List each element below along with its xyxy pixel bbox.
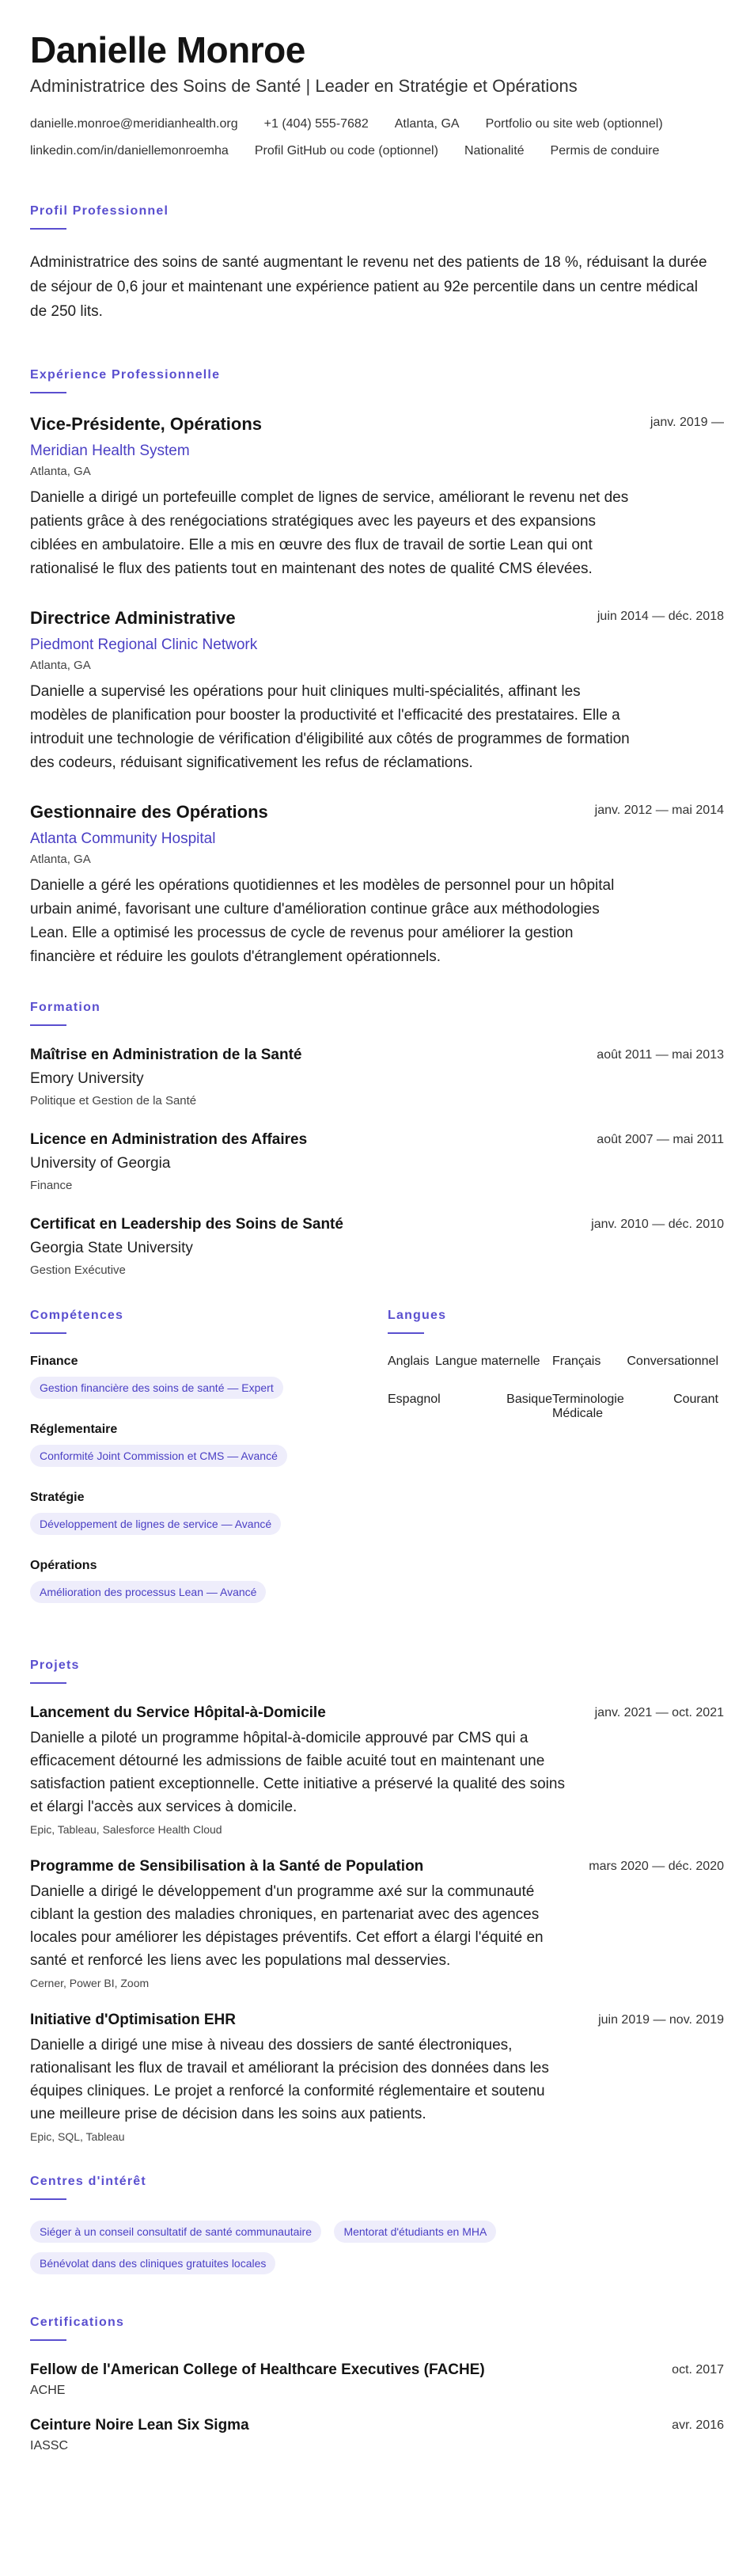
job-description: Danielle a supervisé les opérations pour huit cliniques multi-spécialités, affinant les modèles de planification pour booster la productivité et l'efficacité des prestataires. Elle a introduit une technologie de vérification d'éligibilité aux côtés de programmes de formation des codeurs, réduisant significativement les refus de réclamations. xyxy=(30,683,630,771)
skill-group xyxy=(30,1559,388,1613)
language-level: Conversationnel xyxy=(627,1354,718,1368)
languages-section xyxy=(388,1309,724,1627)
candidate-name: Danielle Monroe xyxy=(30,29,305,70)
degree-title: Maîtrise en Administration de la Santé xyxy=(30,1047,302,1063)
project-item xyxy=(30,1858,724,1989)
education-item xyxy=(30,1047,724,1108)
experience-item xyxy=(30,608,724,775)
headline: Administratrice des Soins de Santé | Leader en Stratégie et Opérations xyxy=(30,76,578,96)
certification-item xyxy=(30,2361,724,2398)
interest-chip: Siéger à un conseil consultatif de santé communautaire xyxy=(30,2221,321,2243)
section-divider xyxy=(30,1024,66,1026)
skill-group xyxy=(30,1354,388,1408)
section-title: Expérience Professionnelle xyxy=(30,368,221,382)
school-name: Georgia State University xyxy=(30,1240,193,1256)
section-title: Langues xyxy=(388,1309,447,1322)
summary-section xyxy=(30,204,724,324)
education-date: janv. 2010 — déc. 2010 xyxy=(591,1218,724,1231)
section-divider xyxy=(30,1332,66,1334)
project-title: Initiative d'Optimisation EHR xyxy=(30,2012,236,2028)
education-section xyxy=(30,1001,724,1277)
contact-license: Permis de conduire xyxy=(550,144,660,158)
contact-phone[interactable]: +1 (404) 555-7682 xyxy=(263,117,369,131)
job-title: Gestionnaire des Opérations xyxy=(30,802,268,822)
certification-item xyxy=(30,2417,724,2453)
job-title: Vice-Présidente, Opérations xyxy=(30,414,263,434)
project-tech: Cerner, Power BI, Zoom xyxy=(30,1977,150,1989)
skill-chip: Conformité Joint Commission et CMS — Avancé xyxy=(30,1445,287,1467)
skill-chip: Gestion financière des soins de santé — Expert xyxy=(30,1377,283,1399)
language-level: Basique xyxy=(506,1392,552,1406)
skill-category: Finance xyxy=(30,1354,78,1368)
skill-group xyxy=(30,1491,388,1544)
section-title: Compétences xyxy=(30,1309,124,1322)
job-location: Atlanta, GA xyxy=(30,659,91,672)
skills-languages-row xyxy=(30,1309,724,1627)
projects-section xyxy=(30,1658,724,2143)
school-name: University of Georgia xyxy=(30,1155,171,1172)
section-divider xyxy=(30,1682,66,1684)
resume-header xyxy=(30,28,724,160)
section-divider xyxy=(30,2339,66,2341)
language-name: Français xyxy=(552,1354,601,1368)
contact-row-2 xyxy=(30,142,724,160)
section-title: Centres d'intérêt xyxy=(30,2175,146,2188)
certification-date: avr. 2016 xyxy=(672,2418,724,2432)
skill-group xyxy=(30,1423,388,1476)
language-name: Espagnol xyxy=(388,1392,441,1406)
contact-linkedin[interactable]: linkedin.com/in/daniellemonroemha xyxy=(30,144,229,158)
project-tech: Epic, Tableau, Salesforce Health Cloud xyxy=(30,1823,222,1836)
project-item xyxy=(30,2012,724,2143)
job-date: janv. 2012 — mai 2014 xyxy=(594,804,724,817)
summary-text: Administratrice des soins de santé augmentant le revenu net des patients de 18 %, réduisant la durée de séjour de 0,6 jour et maintenant une expérience patient au 92e percentile dans un centre médical de 250 lits. xyxy=(30,254,707,320)
experience-item xyxy=(30,414,724,581)
job-organization: Piedmont Regional Clinic Network xyxy=(30,636,258,653)
section-title: Certifications xyxy=(30,2316,125,2329)
experience-section xyxy=(30,368,724,969)
degree-title: Licence en Administration des Affaires xyxy=(30,1131,308,1148)
contact-portfolio[interactable]: Portfolio ou site web (optionnel) xyxy=(485,117,663,131)
certification-date: oct. 2017 xyxy=(672,2363,724,2377)
job-description: Danielle a géré les opérations quotidiennes et les modèles de personnel pour un hôpital urbain animé, favorisant une culture d'amélioration continue grâce aux méthodologies Lean. Elle a optimisé les processus de cycle de revenus pour améliorer la gestion financière et réduire les goulots d'étranglement opérationnels. xyxy=(30,877,615,965)
project-description: Danielle a piloté un programme hôpital-à-domicile approuvé par CMS qui a efficacement détourné les admissions de faible acuité tout en maintenant une satisfaction patient exceptionnelle. Cette initiative a préservé la qualité des soins et élargi l'accès aux services à domicile. xyxy=(30,1730,565,1815)
study-field: Gestion Exécutive xyxy=(30,1263,126,1277)
skill-chip: Développement de lignes de service — Avancé xyxy=(30,1513,281,1535)
experience-item xyxy=(30,802,724,969)
skill-chip: Amélioration des processus Lean — Avancé xyxy=(30,1581,266,1603)
section-title: Projets xyxy=(30,1658,80,1672)
language-name: Terminologie Médicale xyxy=(552,1392,624,1420)
project-date: juin 2019 — nov. 2019 xyxy=(598,2013,724,2027)
section-divider xyxy=(388,1332,424,1334)
certification-issuer: IASSC xyxy=(30,2439,69,2453)
contact-email[interactable]: danielle.monroe@meridianhealth.org xyxy=(30,117,238,131)
section-title: Formation xyxy=(30,1001,101,1014)
contact-row-1 xyxy=(30,116,724,133)
degree-title: Certificat en Leadership des Soins de Santé xyxy=(30,1216,343,1233)
job-date: janv. 2019 — xyxy=(650,416,724,429)
language-level: Langue maternelle xyxy=(435,1354,540,1368)
certifications-section xyxy=(30,2316,724,2453)
education-item xyxy=(30,1216,724,1277)
section-divider xyxy=(30,228,66,230)
certification-title: Ceinture Noire Lean Six Sigma xyxy=(30,2417,249,2434)
project-title: Programme de Sensibilisation à la Santé de Population xyxy=(30,1858,424,1875)
section-divider xyxy=(30,2198,66,2200)
job-title: Directrice Administrative xyxy=(30,608,236,628)
project-description: Danielle a dirigé une mise à niveau des dossiers de santé électroniques, rationalisant les flux de travail et améliorant la précision des données dans les équipes cliniques. Le projet a renforcé la conformité réglementaire et soutenu une meilleure prise de décision dans les soins aux patients. xyxy=(30,2037,549,2122)
project-description: Danielle a dirigé le développement d'un programme axé sur la communauté ciblant la gestion des maladies chroniques, en partenariat avec des agences locales pour améliorer les dépistages préventifs. Cet effort a élargi l'équité en santé et renforcé les liens avec les populations mal desservies. xyxy=(30,1883,544,1969)
certification-issuer: ACHE xyxy=(30,2384,66,2397)
study-field: Politique et Gestion de la Santé xyxy=(30,1094,197,1108)
project-date: mars 2020 — déc. 2020 xyxy=(589,1860,724,1873)
section-divider xyxy=(30,392,66,393)
language-name: Anglais xyxy=(388,1354,430,1368)
skills-section xyxy=(30,1309,388,1627)
certification-title: Fellow de l'American College of Healthcare Executives (FACHE) xyxy=(30,2361,485,2378)
contact-location: Atlanta, GA xyxy=(394,117,460,131)
section-title: Profil Professionnel xyxy=(30,204,169,218)
job-date: juin 2014 — déc. 2018 xyxy=(597,610,724,623)
interest-chip: Mentorat d'étudiants en MHA xyxy=(334,2221,496,2243)
interests-list xyxy=(30,2221,724,2284)
interests-section xyxy=(30,2175,724,2284)
interest-chip: Bénévolat dans des cliniques gratuites locales xyxy=(30,2252,275,2274)
project-tech: Epic, SQL, Tableau xyxy=(30,2130,125,2143)
project-title: Lancement du Service Hôpital-à-Domicile xyxy=(30,1704,326,1721)
skill-category: Réglementaire xyxy=(30,1423,118,1436)
project-item xyxy=(30,1704,724,1836)
education-date: août 2007 — mai 2011 xyxy=(597,1133,724,1146)
skill-category: Stratégie xyxy=(30,1491,85,1504)
contact-nationality: Nationalité xyxy=(464,144,525,158)
study-field: Finance xyxy=(30,1179,73,1192)
languages-grid xyxy=(388,1354,724,1421)
contact-github[interactable]: Profil GitHub ou code (optionnel) xyxy=(254,144,438,158)
job-location: Atlanta, GA xyxy=(30,853,91,866)
education-date: août 2011 — mai 2013 xyxy=(597,1048,724,1062)
language-level: Courant xyxy=(673,1392,718,1406)
job-organization: Atlanta Community Hospital xyxy=(30,830,216,847)
job-organization: Meridian Health System xyxy=(30,443,190,459)
project-date: janv. 2021 — oct. 2021 xyxy=(594,1706,724,1719)
job-location: Atlanta, GA xyxy=(30,465,91,478)
job-description: Danielle a dirigé un portefeuille complet de lignes de service, améliorant le revenu net des patients grâce à des renégociations stratégiques avec les payeurs et des expansions ciblées en ambulatoire. Elle a mis en œuvre des flux de travail de sortie Lean qui ont rationalisé le flux des patients tout en maintenant des notes de qualité CMS élevées. xyxy=(30,489,629,577)
school-name: Emory University xyxy=(30,1070,144,1087)
skill-category: Opérations xyxy=(30,1559,97,1572)
education-item xyxy=(30,1131,724,1192)
